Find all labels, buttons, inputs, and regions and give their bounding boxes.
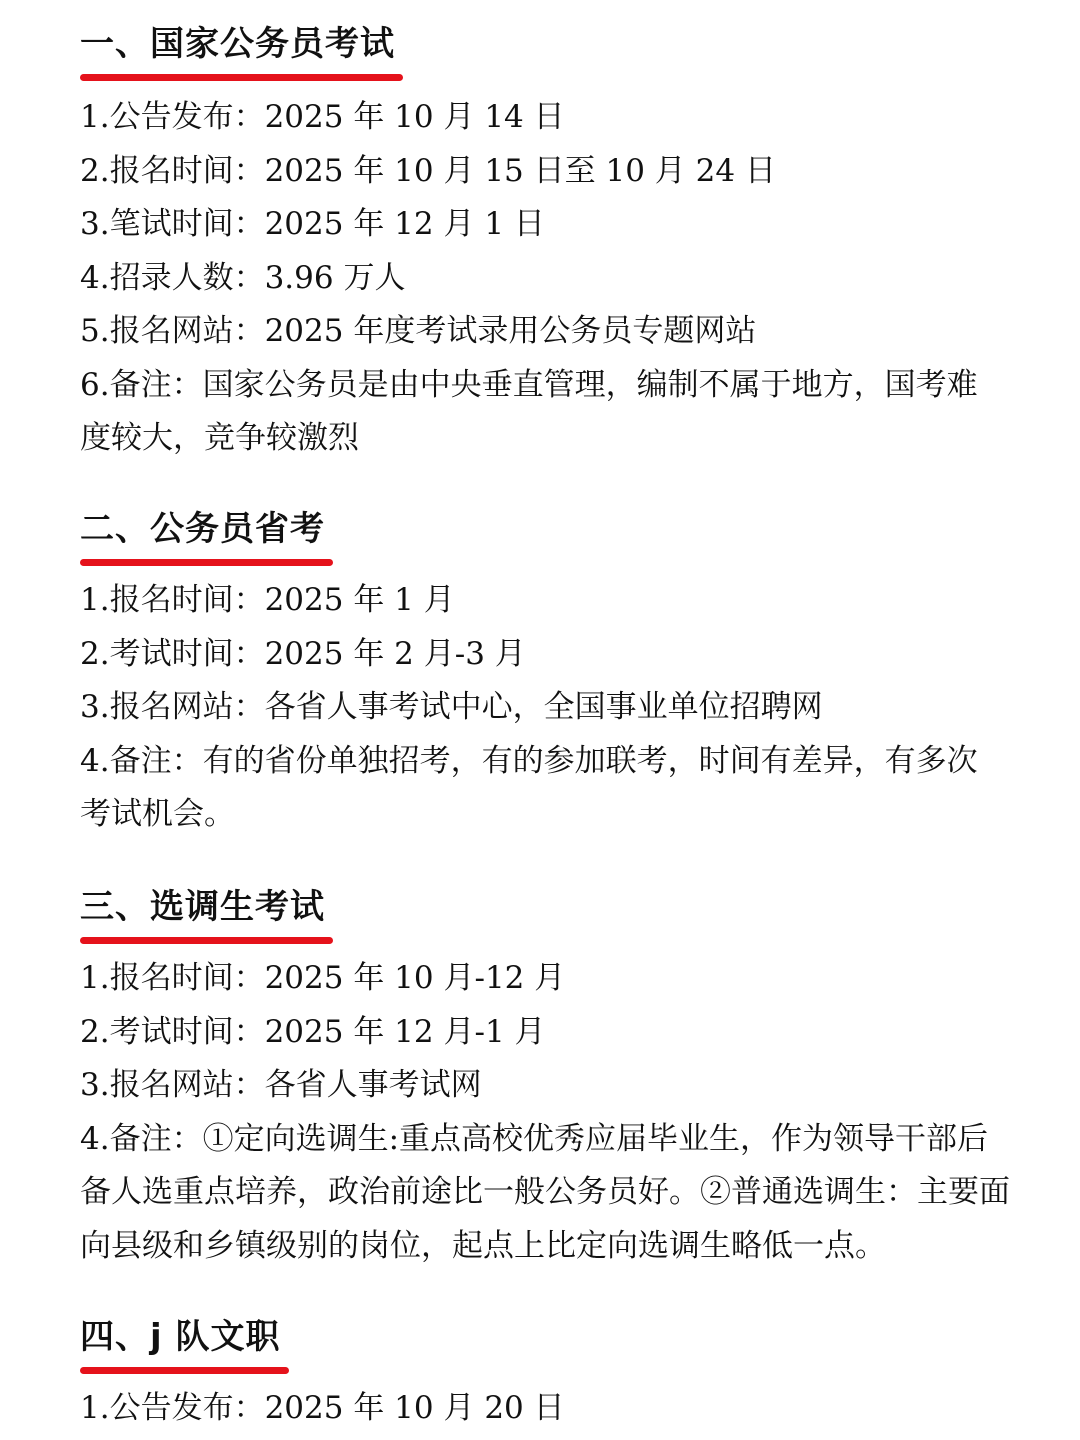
list-item: 1.公告发布：2025 年 10 月 14 日 — [80, 99, 565, 135]
list-item: 3.报名网站：各省人事考试中心，全国事业单位招聘网 — [80, 689, 823, 725]
list-item: 1.报名时间：2025 年 10 月-12 月 — [80, 960, 566, 996]
list-item: 3.笔试时间：2025 年 12 月 1 日 — [80, 206, 545, 242]
section-title: 一、国家公务员考试 — [80, 24, 395, 64]
red-underline — [80, 74, 403, 81]
list-item: 2.报名时间：2025 年 10 月 15 日至 10 月 24 日 — [80, 152, 776, 189]
red-underline — [80, 559, 333, 566]
list-item: 3.报名网站：各省人事考试网 — [80, 1067, 482, 1103]
section-military-civilian-post — [80, 1315, 1040, 1436]
section-heading — [80, 1315, 289, 1379]
section-national-civil-service-exam — [80, 22, 1040, 466]
section-title: 三、选调生考试 — [80, 887, 325, 927]
section-title: 四、j 队文职 — [80, 1317, 281, 1357]
list-item: 6.备注：国家公务员是由中央垂直管理，编制不属于地方，国考难度较大，竞争较激烈 — [80, 366, 978, 456]
red-underline — [80, 1367, 289, 1374]
list-item: 1.公告发布：2025 年 10 月 20 日 — [80, 1390, 565, 1426]
section-selected-graduate-exam — [80, 885, 1040, 1273]
list-item: 4.招录人数：3.96 万人 — [80, 259, 406, 296]
section-heading — [80, 507, 333, 571]
list-item: 5.报名网站：2025 年度考试录用公务员专题网站 — [80, 313, 757, 349]
section-provincial-civil-service-exam — [80, 507, 1040, 842]
section-heading — [80, 22, 403, 86]
section-lines — [80, 1382, 1040, 1436]
list-item: 2.考试时间：2025 年 2 月-3 月 — [80, 635, 526, 672]
section-lines — [80, 952, 1040, 1273]
list-item: 4.备注：有的省份单独招考，有的参加联考，时间有差异，有多次考试机会。 — [80, 742, 978, 832]
section-title: 二、公务员省考 — [80, 509, 325, 549]
section-lines — [80, 91, 1040, 466]
red-underline — [80, 937, 333, 944]
list-item: 2.考试时间：2025 年 12 月-1 月 — [80, 1013, 546, 1050]
list-item: 4.备注：①定向选调生:重点高校优秀应届毕业生，作为领导干部后备人选重点培养，政治前途比一般公务员好。②普通选调生：主要面向县级和乡镇级别的岗位，起点上比定向选调生略低一点。 — [80, 1120, 1010, 1264]
section-lines — [80, 574, 1040, 842]
list-item: 1.报名时间：2025 年 1 月 — [80, 582, 455, 618]
section-heading — [80, 885, 333, 949]
